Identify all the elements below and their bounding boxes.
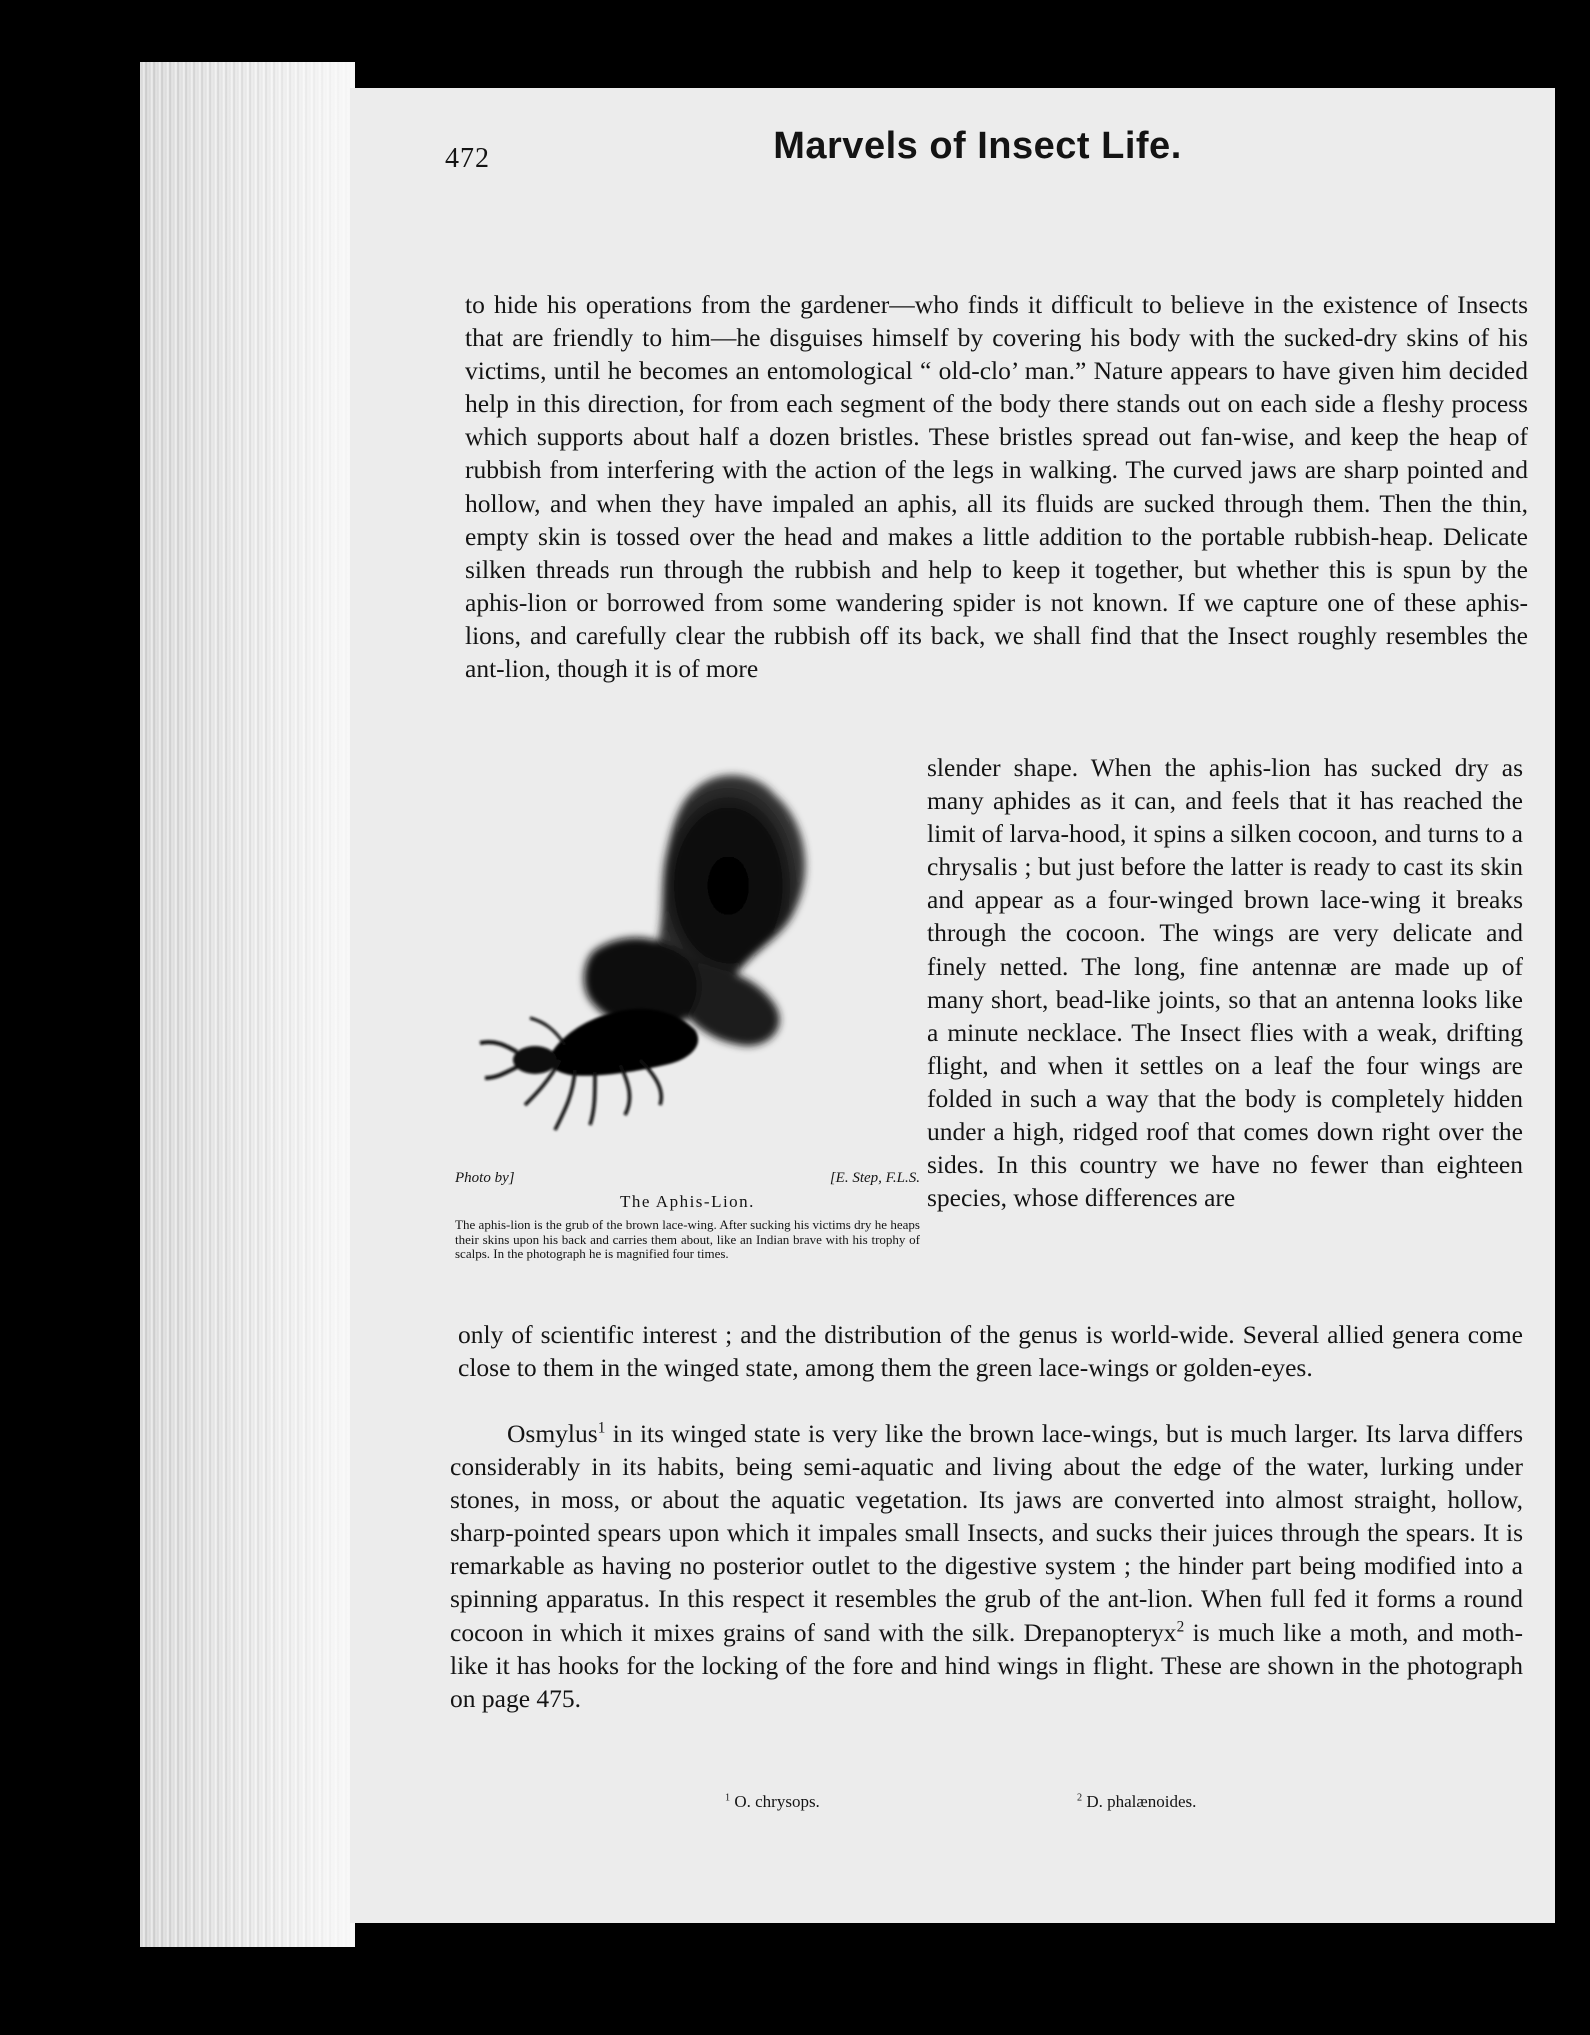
page-number: 472 [445, 143, 490, 174]
paragraph-1-bottom: only of scientific interest ; and the distribution of the genus is world-wide. Several allied genera come close to them in the winged state, among them the green lace-wings or golden-eyes. [458, 1320, 1523, 1383]
footnote-1-text: O. chrysops. [734, 1792, 820, 1811]
figure-aphis-lion [455, 760, 920, 1305]
aphis-lion-photo [455, 760, 920, 1165]
p2-start: Osmylus [507, 1419, 598, 1448]
p2-end: is much like a moth, and moth-like it has hooks for the locking of the fore and hind wings in flight. These are shown in the photograph on page 475. [450, 1617, 1523, 1713]
footnotes [345, 1792, 1245, 1818]
aphis-lion-illustration [455, 760, 920, 1165]
page-header [445, 125, 1510, 185]
paragraph-1-side: slender shape. When the aphis-lion has sucked dry as many aphides as it can, and feels that it has reached the limit of larva-hood, it spins a silken cocoon, and turns to a chrysalis ; but just before the latter is ready to cast its skin and appear as a four-winged brown lace-wing it breaks through the cocoon. The wings are very delicate and finely netted. The long, fine antennæ are made up of many short, bead-like joints, so that an antenna looks like a minute necklace. The Insect flies with a weak, drifting flight, and when it settles on a leaf the four wings are folded in such a way that the body is completely hidden under a high, ridged roof that comes down right over the sides. In this country we have no fewer than eighteen species, whose differences are [927, 753, 1523, 1213]
footnote-2-text: D. phalænoides. [1086, 1792, 1197, 1811]
photo-credit [455, 1170, 920, 1187]
p2-middle: in its winged state is very like the brown lace-wings, but is much larger. Its larva differs considerably in its habits, being semi-aquatic and living about the edge of the water, lurking under stones, in moss, or about the aquatic vegetation. Its jaws are converted into almost straight, hollow, sharp-pointed spears upon which it impales small Insects, and sucks their juices through the spears. It is remarkable as having no posterior outlet to the digestive system ; the hinder part being modified into a spinning apparatus. In this respect it resembles the grub of the ant-lion. When full fed it forms a round cocoon in which it mixes grains of sand with the silk. Drepanopteryx [450, 1419, 1523, 1647]
page-edges [140, 62, 355, 1947]
photo-credit-right: [E. Step, F.L.S. [829, 1170, 920, 1186]
footnote-2 [1077, 1792, 1196, 1812]
footnote-ref-1: 1 [597, 1419, 606, 1437]
footnote-ref-2: 2 [1176, 1618, 1185, 1636]
photo-credit-left: Photo by] [455, 1170, 515, 1186]
running-title: Marvels of Insect Life. [773, 125, 1182, 167]
footnote-1-mark: 1 [725, 1792, 731, 1804]
caption-text: The aphis-lion is the grub of the brown lace-wing. After sucking his victims dry he heaps their skins upon his back and carries them about, like an Indian brave with his trophy of scalps. In the photograph he is magnified four times. [455, 1217, 920, 1261]
footnote-2-mark: 2 [1077, 1792, 1083, 1804]
caption-title: The Aphis-Lion. [620, 1192, 755, 1211]
footnote-1 [725, 1792, 820, 1812]
paragraph-2 [450, 1417, 1523, 1715]
paragraph-1-top: to hide his operations from the gardener—who finds it difficult to believe in the existence of Insects that are friendly to him—he disguises himself by covering his body with the sucked-dry skins of his victims, until he becomes an entomological “ old-clo’ man.” Nature appears to have given him decided help in this direction, for from each segment of the body there stands out on each side a fleshy process which supports about half a dozen bristles. These bristles spread out fan-wise, and keep the heap of rubbish from interfering with the action of the legs in walking. The curved jaws are sharp pointed and hollow, and when they have impaled an aphis, all its fluids are sucked through them. Then the thin, empty skin is tossed over the head and makes a little addition to the portable rubbish-heap. Delicate silken threads run through the rubbish and help to keep it together, but whether this is spun by the aphis-lion or borrowed from some wandering spider is not known. If we capture one of these aphis-lions, and carefully clear the rubbish off its back, we shall find that the Insect roughly resembles the ant-lion, though it is of more [465, 290, 1528, 684]
